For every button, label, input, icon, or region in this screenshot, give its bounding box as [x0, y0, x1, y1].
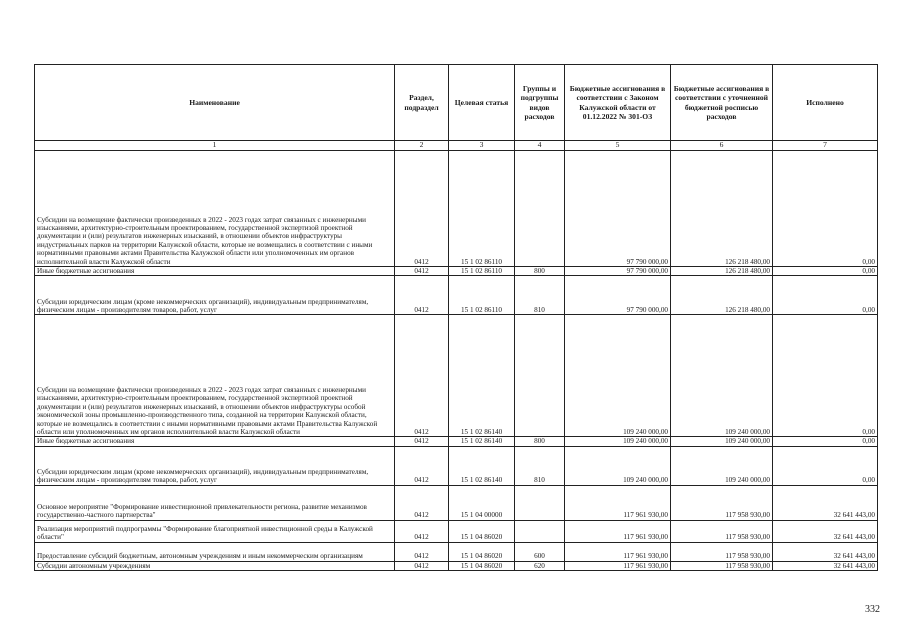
- column-number: 1: [35, 141, 395, 151]
- row-section: 0412: [395, 437, 449, 446]
- row-article: 15 1 02 86140: [449, 437, 515, 446]
- row-refined-allocation: 126 218 480,00: [671, 267, 773, 276]
- row-group: 620: [515, 561, 565, 570]
- row-article: 15 1 04 00000: [449, 485, 515, 520]
- row-section: 0412: [395, 151, 449, 267]
- header-section: Раздел, подраздел: [395, 65, 449, 141]
- row-executed: 32 641 443,00: [773, 561, 878, 570]
- row-name: Субсидии юридическим лицам (кроме некоммерческих организаций), индивидуальным предпринимателям, физическим лицам - производителям товаров, работ, услуг: [35, 446, 395, 485]
- row-group: [515, 485, 565, 520]
- row-name: Субсидии юридическим лицам (кроме некоммерческих организаций), индивидуальным предпринимателям, физическим лицам - производителям товаров, работ, услуг: [35, 276, 395, 315]
- row-group: 800: [515, 437, 565, 446]
- row-article: 15 1 04 86020: [449, 542, 515, 561]
- table-row: [35, 520, 878, 542]
- row-law-allocation: 97 790 000,00: [565, 276, 671, 315]
- row-law-allocation: 117 961 930,00: [565, 485, 671, 520]
- table-row: [35, 446, 878, 485]
- row-section: 0412: [395, 485, 449, 520]
- header-group: Группы и подгруппы видов расходов: [515, 65, 565, 141]
- header-law-allocation: Бюджетные ассигнования в соответствии с Законом Калужской области от 01.12.2022 № 301-ОЗ: [565, 65, 671, 141]
- column-number: 4: [515, 141, 565, 151]
- row-section: 0412: [395, 446, 449, 485]
- row-law-allocation: 117 961 930,00: [565, 542, 671, 561]
- row-name: Иные бюджетные ассигнования: [35, 437, 395, 446]
- row-section: 0412: [395, 267, 449, 276]
- column-number: 6: [671, 141, 773, 151]
- row-refined-allocation: 126 218 480,00: [671, 151, 773, 267]
- row-name: Субсидии на возмещение фактически произведенных в 2022 - 2023 годах затрат связанных с инженерными изысканиями, архитектурно-строительным проектированием, государственной экспертизой проектной документации и (или) результатов инженерных изысканий, в отношении объектов инфраструктуры особой экономической зоны промышленно-производственного типа, созданной на территории Калужской области, которые не возмещались в соответствии с иными нормативными правовыми актами Правительства Калужской области или уполномоченных им органов исполнительной власти Калужской области: [35, 315, 395, 437]
- row-name: Предоставление субсидий бюджетным, автономным учреждениям и иным некоммерческим организациям: [35, 542, 395, 561]
- row-executed: 32 641 443,00: [773, 485, 878, 520]
- row-law-allocation: 109 240 000,00: [565, 437, 671, 446]
- row-law-allocation: 109 240 000,00: [565, 315, 671, 437]
- row-group: [515, 520, 565, 542]
- budget-table: [34, 64, 878, 571]
- row-executed: 32 641 443,00: [773, 542, 878, 561]
- header-name: Наименование: [35, 65, 395, 141]
- column-number: 5: [565, 141, 671, 151]
- row-executed: 0,00: [773, 267, 878, 276]
- row-article: 15 1 02 86140: [449, 446, 515, 485]
- table-row: [35, 267, 878, 276]
- row-refined-allocation: 109 240 000,00: [671, 315, 773, 437]
- table-row: [35, 315, 878, 437]
- row-refined-allocation: 126 218 480,00: [671, 276, 773, 315]
- row-executed: 0,00: [773, 315, 878, 437]
- header-article: Целевая статья: [449, 65, 515, 141]
- row-refined-allocation: 109 240 000,00: [671, 437, 773, 446]
- table-row: [35, 437, 878, 446]
- table-row: [35, 276, 878, 315]
- column-number: 2: [395, 141, 449, 151]
- row-name: Субсидии на возмещение фактически произведенных в 2022 - 2023 годах затрат связанных с инженерными изысканиями, архитектурно-строительным проектированием, государственной экспертизой проектной документации и (или) результатов инженерных изысканий, в отношении объектов инфраструктуры индустриальных парков на территории Калужской области, которые не возмещались в соответствии с иными нормативными правовыми актами Правительства Калужской области или уполномоченных им органов исполнительной власти Калужской области: [35, 151, 395, 267]
- column-number-row: [35, 141, 878, 151]
- row-article: 15 1 02 86110: [449, 151, 515, 267]
- page-number: 332: [865, 604, 880, 615]
- row-group: 810: [515, 276, 565, 315]
- row-article: 15 1 04 86020: [449, 520, 515, 542]
- table-row: [35, 561, 878, 570]
- row-section: 0412: [395, 276, 449, 315]
- row-article: 15 1 02 86140: [449, 315, 515, 437]
- table-row: [35, 542, 878, 561]
- row-group: [515, 315, 565, 437]
- table-row: [35, 485, 878, 520]
- column-number: 7: [773, 141, 878, 151]
- header-executed: Исполнено: [773, 65, 878, 141]
- row-article: 15 1 02 86110: [449, 267, 515, 276]
- row-name: Иные бюджетные ассигнования: [35, 267, 395, 276]
- row-name: Основное мероприятие "Формирование инвестиционной привлекательности региона, развитие механизмов государственно-частного партнерства": [35, 485, 395, 520]
- row-name: Реализация мероприятий подпрограммы "Формирование благоприятной инвестиционной среды в Калужской области": [35, 520, 395, 542]
- row-law-allocation: 97 790 000,00: [565, 151, 671, 267]
- row-article: 15 1 02 86110: [449, 276, 515, 315]
- row-group: 600: [515, 542, 565, 561]
- row-refined-allocation: 117 958 930,00: [671, 561, 773, 570]
- row-law-allocation: 97 790 000,00: [565, 267, 671, 276]
- header-row: [35, 65, 878, 141]
- row-law-allocation: 109 240 000,00: [565, 446, 671, 485]
- row-refined-allocation: 117 958 930,00: [671, 520, 773, 542]
- row-name: Субсидии автономным учреждениям: [35, 561, 395, 570]
- row-section: 0412: [395, 315, 449, 437]
- header-refined-allocation: Бюджетные ассигнования в соответствии с уточненной бюджетной росписью расходов: [671, 65, 773, 141]
- row-executed: 0,00: [773, 437, 878, 446]
- row-executed: 32 641 443,00: [773, 520, 878, 542]
- row-group: 800: [515, 267, 565, 276]
- row-law-allocation: 117 961 930,00: [565, 561, 671, 570]
- row-law-allocation: 117 961 930,00: [565, 520, 671, 542]
- column-number: 3: [449, 141, 515, 151]
- row-article: 15 1 04 86020: [449, 561, 515, 570]
- row-executed: 0,00: [773, 151, 878, 267]
- row-executed: 0,00: [773, 446, 878, 485]
- table-row: [35, 151, 878, 267]
- row-refined-allocation: 117 958 930,00: [671, 485, 773, 520]
- row-section: 0412: [395, 542, 449, 561]
- row-group: [515, 151, 565, 267]
- row-executed: 0,00: [773, 276, 878, 315]
- row-group: 810: [515, 446, 565, 485]
- row-refined-allocation: 117 958 930,00: [671, 542, 773, 561]
- row-section: 0412: [395, 520, 449, 542]
- row-refined-allocation: 109 240 000,00: [671, 446, 773, 485]
- row-section: 0412: [395, 561, 449, 570]
